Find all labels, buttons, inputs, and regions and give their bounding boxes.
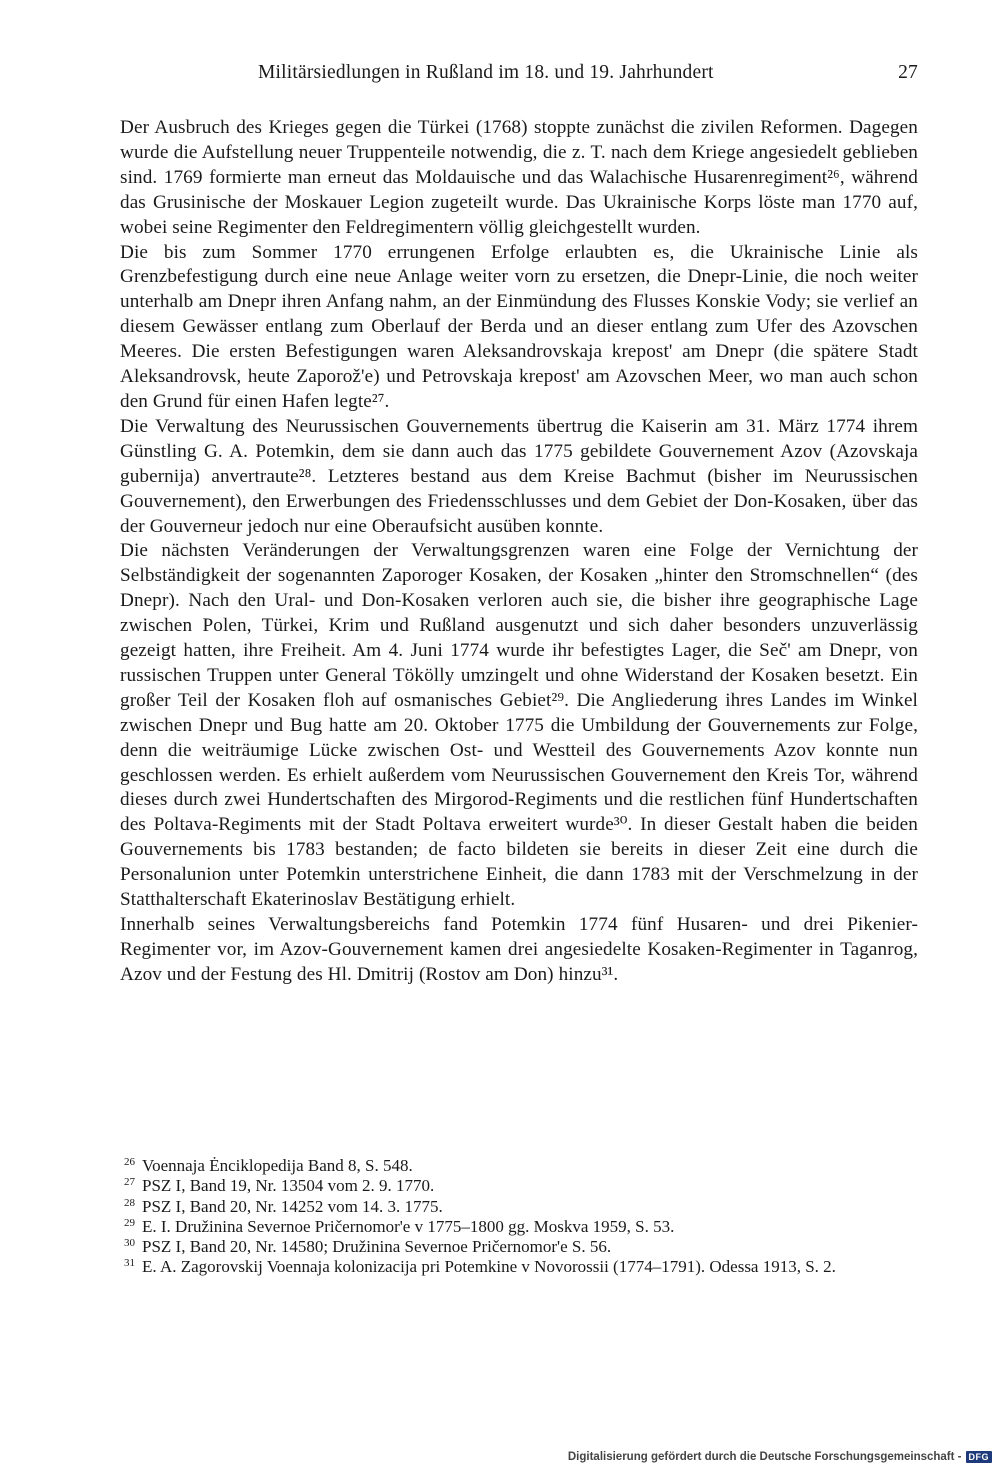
footnote (120, 1197, 918, 1217)
paragraph: Die nächsten Veränderungen der Verwaltungsgrenzen waren eine Folge der Vernichtung der Selbständigkeit der sogenannten Zaporoger Kosaken, der Kosaken „hinter den Stromschnellen“ (des Dnepr). Nach den Ural- und Don-Kosaken verloren auch sie, die bisher ihre geographische Lage zwischen Polen, Türkei, Krim und Rußland ausgenutzt und sich daher besonders unzuverlässig gezeigt hatten, ihre Freiheit. Am 4. Juni 1774 wurde ihr befestigtes Lager, die Seč' am Dnepr, von russischen Truppen unter General Tökölly umzingelt und ohne Widerstand der Kosaken besetzt. Ein großer Teil der Kosaken floh auf osmanisches Gebiet²⁹. Die Angliederung ihres Landes im Winkel zwischen Dnepr und Bug hatte am 20. Oktober 1775 die Umbildung der Gouvernements zur Folge, denn die weiträumige Lücke zwischen Ost- und Westteil des Gouvernements Azov konnte nun geschlossen werden. Es erhielt außerdem vom Neurussischen Gouvernement den Kreis Tor, während dieses durch zwei Hundertschaften des Mirgorod-Regiments und die restlichen fünf Hundertschaften des Poltava-Regiments mit der Stadt Poltava erweitert wurde³⁰. In dieser Gestalt haben die beiden Gouvernements bis 1783 bestanden; de facto bildeten sie bereits in dieser Zeit eine durch die Personalunion unter Potemkin unterstrichene Einheit, die dann 1783 mit der Verschmelzung in der Statthalterschaft Ekaterinoslav Bestätigung erhielt. (120, 540, 918, 911)
dfg-logo: DFG (966, 1451, 993, 1463)
footnote-number: 27 (124, 1176, 135, 1189)
footnote-text: E. A. Zagorovskij Voennaja kolonizacija pri Potemkine v Novorossii (1774–1791). Odessa 1913, S. 2. (142, 1257, 836, 1277)
paragraph: Innerhalb seines Verwaltungsbereichs fand Potemkin 1774 fünf Husaren- und drei Pikenier-Regimenter vor, im Azov-Gouvernement kamen drei angesiedelte Kosaken-Regimenter in Taganrog, Azov und der Festung des Hl. Dmitrij (Rostov am Don) hinzu³¹. (120, 914, 918, 985)
footnote-text: E. I. Družinina Severnoe Pričernomor'e v 1775–1800 gg. Moskva 1959, S. 53. (142, 1216, 675, 1236)
footnote-text: PSZ I, Band 19, Nr. 13504 vom 2. 9. 1770. (142, 1176, 435, 1196)
footnote (120, 1257, 918, 1277)
footnote-number: 29 (124, 1216, 135, 1229)
footnote-number: 26 (124, 1156, 135, 1168)
footnote-number: 30 (124, 1237, 135, 1250)
paragraph: Die Verwaltung des Neurussischen Gouvernements übertrug die Kaiserin am 31. März 1774 ihrem Günstling G. A. Potemkin, dem sie dann auch das 1775 gebildete Gouvernement Azov (Azovskaja gubernija) anvertraute²⁸. Letzteres bestand aus dem Kreise Bachmut (bisher im Neurussischen Gouvernement), den Erwerbungen des Friedensschlusses und dem Gebiet der Don-Kosaken, über das der Gouverneur jedoch nur eine Oberaufsicht ausüben konnte. (120, 415, 918, 537)
body-text (120, 116, 918, 988)
footnote (120, 1237, 918, 1257)
footnote (120, 1176, 918, 1196)
footnote (120, 1217, 918, 1237)
footnotes (120, 1156, 918, 1278)
credit-text: Digitalisierung gefördert durch die Deutsche Forschungsgemeinschaft - (567, 1451, 962, 1463)
footnote (120, 1156, 918, 1176)
running-title: Militärsiedlungen in Rußland im 18. und 19. Jahrhundert (258, 62, 714, 83)
footnote-text: PSZ I, Band 20, Nr. 14580; Družinina Severnoe Pričernomor'e S. 56. (142, 1237, 612, 1257)
footnote-number: 28 (124, 1196, 135, 1209)
footnote-number: 31 (124, 1257, 135, 1270)
paragraph: Der Ausbruch des Krieges gegen die Türkei (1768) stoppte zunächst die zivilen Reformen. Dagegen wurde die Aufstellung neuer Truppenteile notwendig, die z. T. nach dem Kriege angesiedelt geblieben sind. 1769 formierte man erneut das Moldauische und das Walachische Husarenregiment²⁶, während das Grusinische der Moskauer Legion zugeteilt wurde. Das Ukrainische Korps löste man 1770 auf, wobei seine Regimenter den Feldregimentern völlig gleichgestellt wurden. (120, 117, 918, 238)
footnote-text: PSZ I, Band 20, Nr. 14252 vom 14. 3. 1775. (142, 1196, 443, 1216)
page-number: 27 (898, 62, 918, 83)
page-header (120, 62, 918, 92)
footer-credit (568, 1449, 992, 1465)
paragraph: Die bis zum Sommer 1770 errungenen Erfolge erlaubten es, die Ukrainische Linie als Grenzbefestigung durch eine neue Anlage weiter vorn zu ersetzen, die Dnepr-Linie, die noch weiter unterhalb am Dnepr ihren Anfang nahm, an der Einmündung des Flusses Konskie Vody; sie verlief an diesem Gewässer entlang zum Oberlauf der Berda und an dieser entlang zum Ufer des Azovschen Meeres. Die ersten Befestigungen waren Aleksandrovskaja krepost' am Dnepr (die spätere Stadt Aleksandrovsk, heute Zaporož'e) und Petrovskaja krepost' am Azovschen Meer, wo man auch schon den Grund für einen Hafen legte²⁷. (120, 241, 918, 412)
footnote-text: Voennaja Ėnciklopedija Band 8, S. 548. (142, 1156, 413, 1175)
